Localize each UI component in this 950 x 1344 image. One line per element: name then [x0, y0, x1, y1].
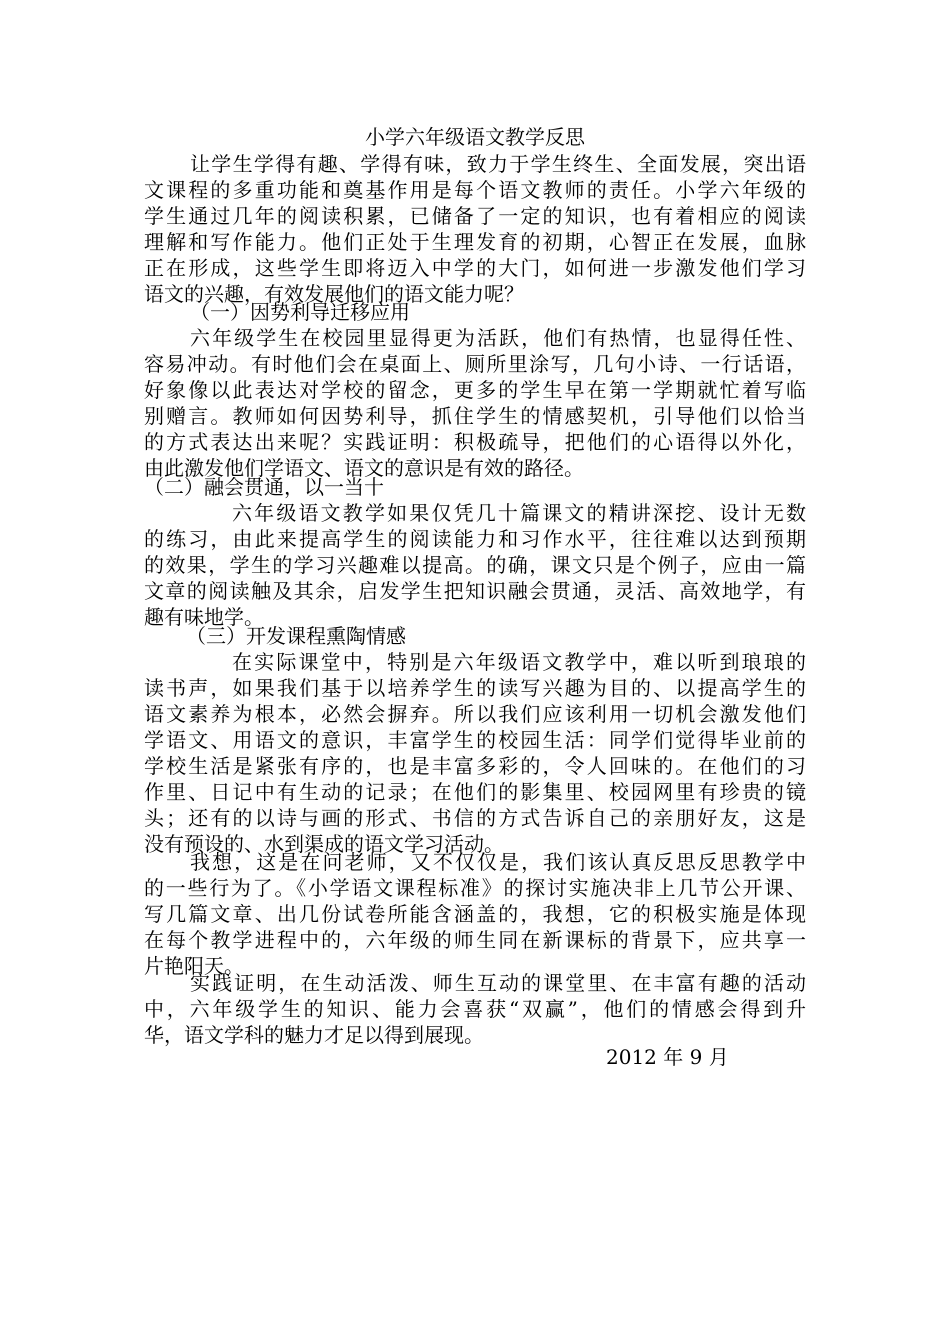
paragraph-4-line-3: 语文素养为根本，必然会摒弃。所以我们应该利用一切机会激发他们: [144, 702, 806, 726]
paragraph-4-line-8: 没有预设的、水到渠成的语文学习活动。: [144, 832, 504, 856]
paragraph-1-line-1: 让学生学得有趣、学得有味，致力于学生终生、全面发展，突出语: [190, 152, 806, 176]
section-heading-3: （三）开发课程熏陶情感: [186, 624, 406, 648]
paragraph-4-line-6: 作里、日记中有生动的记录；在他们的影集里、校园网里有珍贵的镜: [144, 780, 806, 804]
paragraph-4-line-4: 学语文、用语文的意识，丰富学生的校园生活：同学们觉得毕业前的: [144, 728, 806, 752]
paragraph-2-line-6: 由此激发他们学语文、语文的意识是有效的路径。: [144, 456, 584, 480]
paragraph-2-line-3: 好象像以此表达对学校的留念，更多的学生早在第一学期就忙着写临: [144, 378, 806, 402]
document-title: 小学六年级语文教学反思: [365, 125, 585, 149]
paragraph-6-line-2: 中，六年级学生的知识、能力会喜获“双赢”，他们的情感会得到升: [144, 997, 806, 1021]
paragraph-5-line-2: 的一些行为了。《小学语文课程标准》的探讨实施决非上几节公开课、: [144, 876, 806, 900]
paragraph-2-line-2: 容易冲动。有时他们会在桌面上、厕所里涂写，几句小诗、一行话语，: [144, 352, 806, 376]
paragraph-4-line-1: 在实际课堂中，特别是六年级语文教学中，难以听到琅琅的: [232, 650, 806, 674]
paragraph-6-line-3: 华，语文学科的魅力才足以得到展现。: [144, 1023, 484, 1047]
paragraph-2-line-4: 别赠言。教师如何因势利导，抓住学生的情感契机，引导他们以恰当: [144, 404, 806, 428]
section-heading-2: （二）融会贯通，以一当十: [144, 475, 384, 499]
paragraph-4-line-2: 读书声，如果我们基于以培养学生的读写兴趣为目的、以提高学生的: [144, 676, 806, 700]
paragraph-4-line-7: 头；还有的以诗与画的形式、书信的方式告诉自己的亲朋好友，这是: [144, 806, 806, 830]
paragraph-4-line-5: 学校生活是紧张有序的，也是丰富多彩的，令人回味的。在他们的习: [144, 754, 806, 778]
paragraph-1-line-6: 语文的兴趣，有效发展他们的语文能力呢？: [144, 282, 524, 306]
paragraph-6-line-1: 实践证明，在生动活泼、师生互动的课堂里、在丰富有趣的活动: [190, 971, 806, 995]
document-date: 2012 年 9 月: [606, 1045, 729, 1069]
paragraph-1-line-4: 理解和写作能力。他们正处于生理发育的初期，心智正在发展，血脉: [144, 230, 806, 254]
paragraph-1-line-5: 正在形成，这些学生即将迈入中学的大门，如何进一步激发他们学习: [144, 256, 806, 280]
section-heading-1: （一）因势利导迁移应用: [190, 300, 410, 324]
paragraph-1-line-2: 文课程的多重功能和奠基作用是每个语文教师的责任。小学六年级的: [144, 178, 806, 202]
paragraph-2-line-1: 六年级学生在校园里显得更为活跃，他们有热情，也显得任性、: [190, 326, 806, 350]
paragraph-5-line-4: 在每个教学进程中的，六年级的师生同在新课标的背景下，应共享一: [144, 928, 806, 952]
paragraph-3-line-4: 文章的阅读触及其余，启发学生把知识融会贯通，灵活、高效地学，有: [144, 579, 806, 603]
paragraph-3-line-5: 趣有味地学。: [144, 605, 264, 629]
paragraph-5-line-3: 写几篇文章、出几份试卷所能含涵盖的，我想，它的积极实施是体现: [144, 902, 806, 926]
paragraph-2-line-5: 的方式表达出来呢？实践证明：积极疏导，把他们的心语得以外化，: [144, 430, 806, 454]
paragraph-5-line-1: 我想，这是在问老师，又不仅仅是，我们该认真反思反思教学中: [190, 850, 806, 874]
paragraph-1-line-3: 学生通过几年的阅读积累，已储备了一定的知识，也有着相应的阅读: [144, 204, 806, 228]
paragraph-3-line-1: 六年级语文教学如果仅凭几十篇课文的精讲深挖、设计无数: [232, 501, 806, 525]
paragraph-5-line-5: 片艳阳天。: [144, 954, 244, 978]
paragraph-3-line-3: 的效果，学生的学习兴趣难以提高。的确，课文只是个例子，应由一篇: [144, 553, 806, 577]
paragraph-3-line-2: 的练习，由此来提高学生的阅读能力和习作水平，往往难以达到预期: [144, 527, 806, 551]
